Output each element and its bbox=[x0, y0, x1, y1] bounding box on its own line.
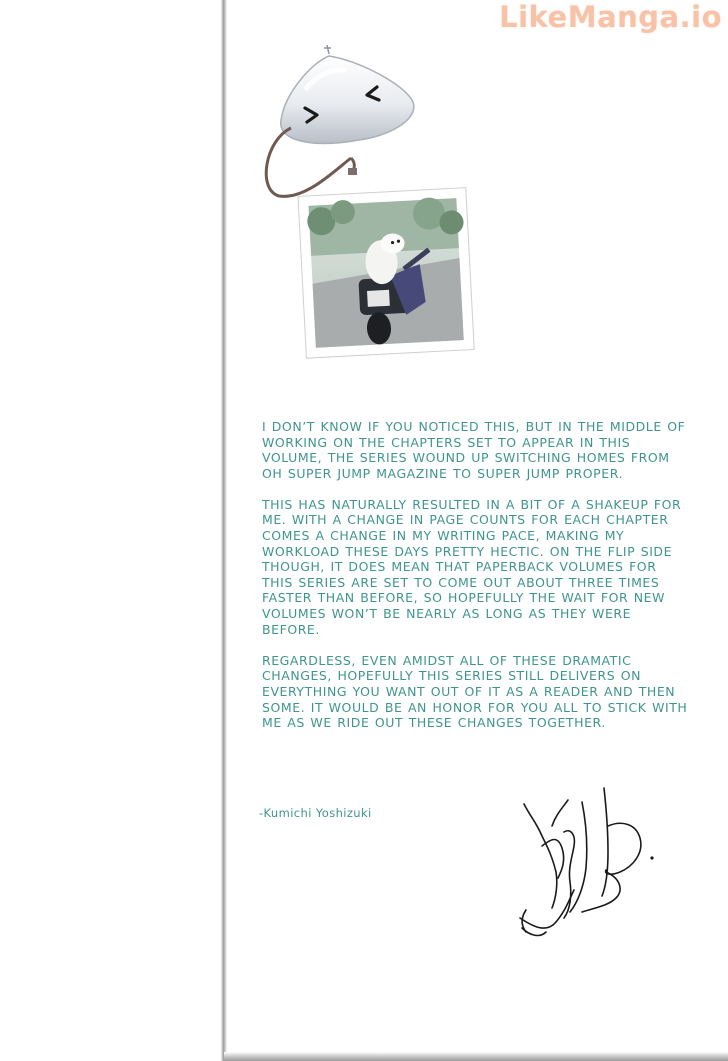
handwritten-signature-icon bbox=[512, 786, 662, 946]
mascot-balloon-with-photo-icon bbox=[255, 40, 485, 370]
left-margin bbox=[0, 0, 224, 1061]
site-watermark[interactable]: LikeManga.io bbox=[499, 0, 722, 34]
letter-paragraph: REGARDLESS, EVEN AMIDST ALL OF THESE DRAMATIC CHANGES, HOPEFULLY THIS SERIES STILL DELIVERS ON EVERYTHING YOU WANT OUT OF IT AS A READER AND THEN SOME. IT WOULD BE AN HONOR FOR YOU ALL TO STICK WITH ME AS WE RIDE OUT THESE CHANGES TOGETHER. bbox=[262, 652, 688, 731]
page-bottom-edge bbox=[224, 1052, 728, 1061]
letter-paragraph: I DON’T KNOW IF YOU NOTICED THIS, BUT IN THE MIDDLE OF WORKING ON THE CHAPTERS SET TO APPEAR IN THIS VOLUME, THE SERIES WOUND UP SWITCHING HOMES FROM OH SUPER JUMP MAGAZINE TO SUPER JUMP PROPER. bbox=[262, 419, 686, 481]
letter-paragraph: THIS HAS NATURALLY RESULTED IN A BIT OF A SHAKEUP FOR ME. WITH A CHANGE IN PAGE COUNTS FOR EACH CHAPTER COMES A CHANGE IN MY WRITING PACE, MAKING MY WORKLOAD THESE DAYS PRETTY HECTIC. ON THE FLIP SIDE THOUGH, IT DOES MEAN THAT PAPERBACK VOLUMES FOR THIS SERIES ARE SET TO COME OUT ABOUT THREE TIMES FASTER THAN BEFORE, SO HOPEFULLY THE WAIT FOR NEW VOLUMES WON’T BE NEARLY AS LONG AS THEY WERE BEFORE. bbox=[262, 496, 682, 637]
author-letter bbox=[262, 419, 692, 746]
page-spine-shadow bbox=[221, 0, 227, 1061]
author-name: -Kumichi Yoshizuki bbox=[259, 806, 372, 820]
